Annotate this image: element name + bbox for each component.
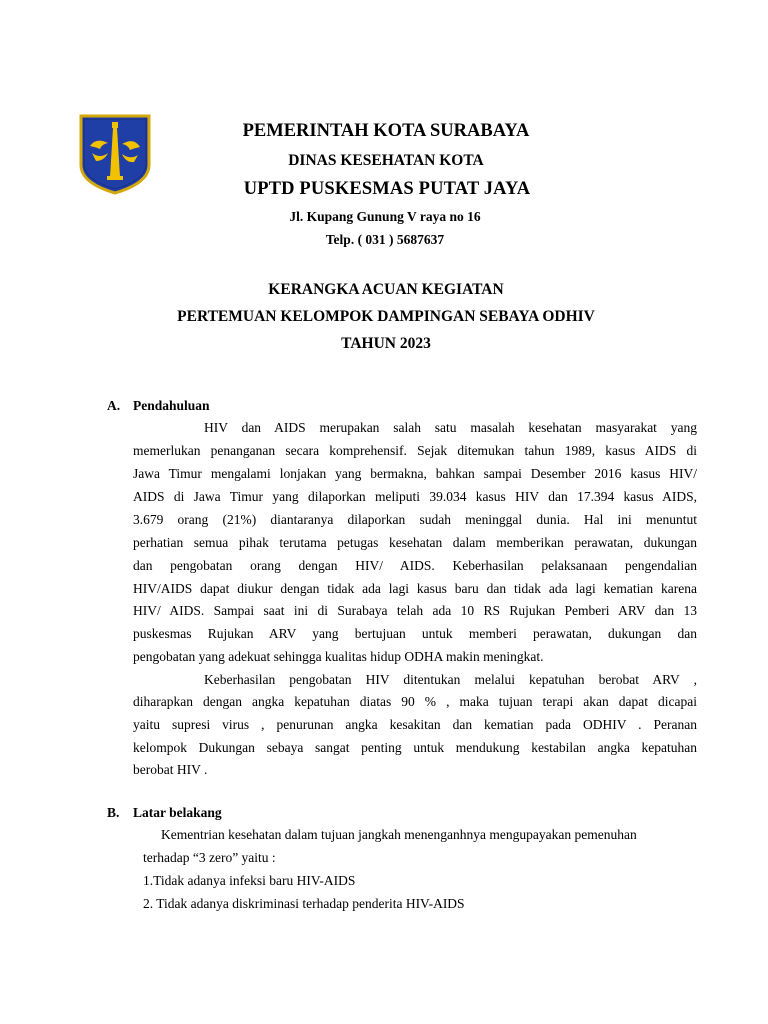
paragraph-line: yaitu supresi virus , penurunan angka kesakitan dan kematian pada ODHIV . Peranan [133, 717, 697, 732]
paragraph-line: Keberhasilan pengobatan HIV ditentukan melalui kepatuhan berobat ARV , [204, 672, 697, 687]
paragraph-line: puskesmas Rujukan ARV yang bertujuan untuk memberi perawatan, dukungan dan [133, 626, 697, 641]
paragraph-line: pengobatan yang adekuat sehingga kualitas hidup ODHA makin meningkat. [133, 649, 544, 664]
paragraph-line: Jawa Timur mengalami lonjakan yang bermakna, bahkan sampai Desember 2016 kasus HIV/ [133, 466, 697, 481]
paragraph-line: AIDS di Jawa Timur yang dilaporkan meliputi 39.034 kasus HIV dan 17.394 kasus AIDS, [133, 489, 697, 504]
letterhead-address: Jl. Kupang Gunung V raya no 16 [289, 209, 481, 224]
section-b-intro-line-2: terhadap “3 zero” yaitu : [143, 850, 276, 865]
paragraph-line: HIV dan AIDS merupakan salah satu masalah kesehatan masyarakat yang [204, 420, 697, 435]
paragraph-line: berobat HIV . [133, 762, 208, 777]
section-b-intro-line-1: Kementrian kesehatan dalam tujuan jangkah menenganhnya mengupayakan pemenuhan [161, 827, 637, 842]
list-item: 1.Tidak adanya infeksi baru HIV-AIDS [143, 873, 356, 888]
document-title-line-1: KERANGKA ACUAN KEGIATAN [268, 281, 504, 298]
document-title-line-3: TAHUN 2023 [341, 335, 431, 352]
paragraph-line: dan pengobatan orang dengan HIV/ AIDS. Keberhasilan pelaksanaan pengendalian [133, 558, 697, 573]
section-a-letter: A. [107, 398, 121, 413]
paragraph-line: HIV/AIDS dapat diukur dengan tidak ada lagi kasus baru dan tidak ada lagi kematian karena [133, 581, 697, 596]
paragraph-line: kelompok Dukungan sebaya sangat penting untuk mendukung kestabilan angka kepatuhan [133, 740, 697, 755]
document-title-line-2: PERTEMUAN KELOMPOK DAMPINGAN SEBAYA ODHIV [177, 308, 595, 325]
letterhead-department: DINAS KESEHATAN KOTA [288, 152, 484, 169]
paragraph-line: HIV/ AIDS. Sampai saat ini di Surabaya telah ada 10 RS Rujukan Pemberi ARV dan 13 [133, 603, 697, 618]
paragraph-line: perhatian semua pihak terutama petugas kesehatan dalam memberikan perawatan, dukungan [133, 535, 697, 550]
paragraph-line: memerlukan penanganan secara komprehensif. Sejak ditemukan tahun 1989, kasus AIDS di [133, 443, 697, 458]
section-b-title: Latar belakang [133, 805, 222, 820]
section-b-letter: B. [107, 805, 120, 820]
paragraph-line: 3.679 orang (21%) diantaranya dilaporkan sudah meninggal dunia. Hal ini menuntut [133, 512, 697, 527]
letterhead-unit: UPTD PUSKESMAS PUTAT JAYA [243, 179, 531, 199]
letterhead-government: PEMERINTAH KOTA SURABAYA [242, 121, 530, 141]
paragraph-line: diharapkan dengan angka kepatuhan diatas 90 % , maka tujuan terapi akan dapat dicapai [133, 694, 697, 709]
letterhead-phone: Telp. ( 031 ) 5687637 [325, 232, 445, 247]
section-a-title: Pendahuluan [133, 398, 210, 413]
list-item: 2. Tidak adanya diskriminasi terhadap penderita HIV-AIDS [143, 896, 465, 911]
